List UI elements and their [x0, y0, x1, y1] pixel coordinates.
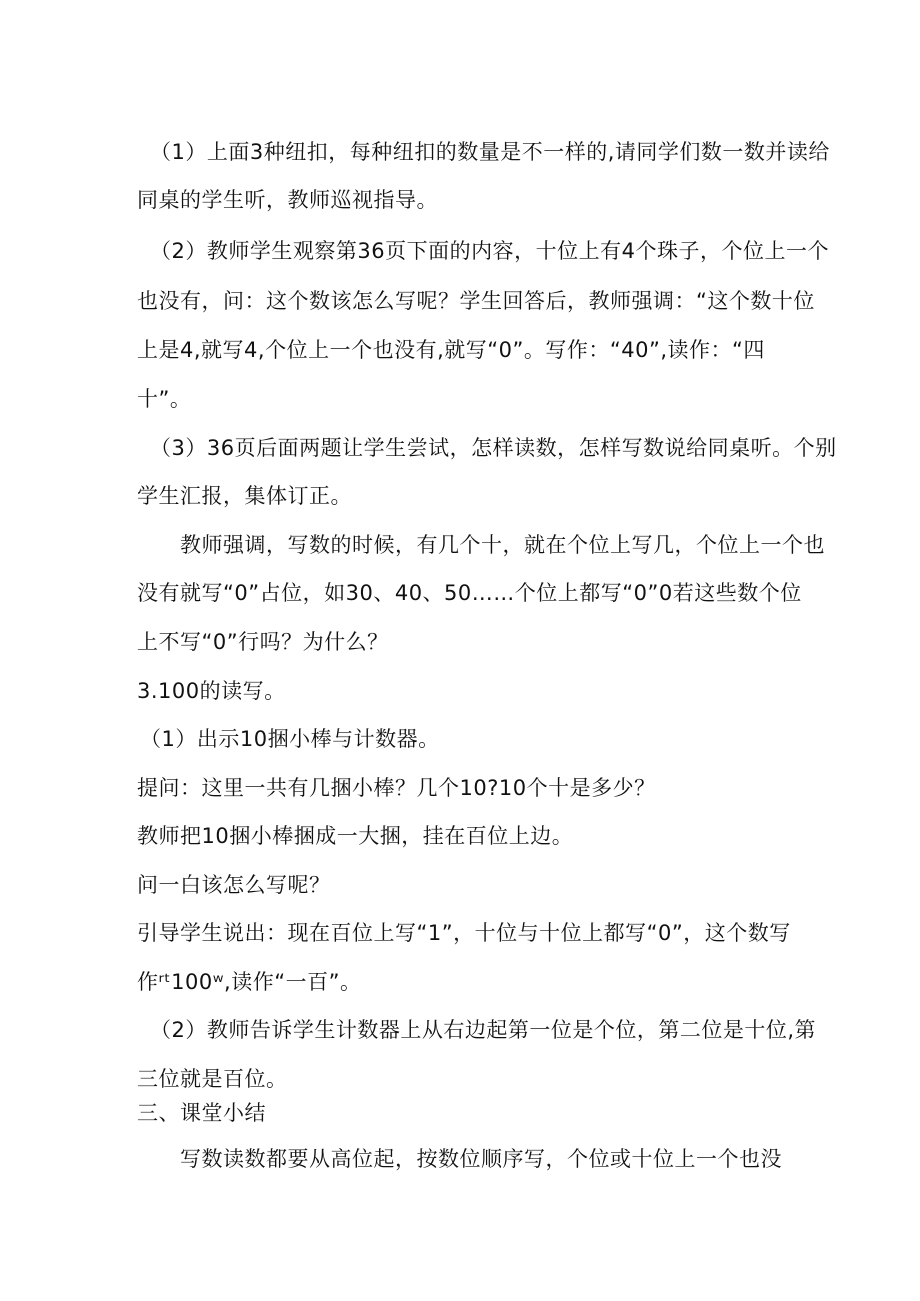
- paragraph-line: （3）36页后面两题让学生尝试，怎样读数，怎样写数说给同桌听。个别: [150, 436, 837, 460]
- paragraph-line: 也没有，问：这个数该怎么写呢？学生回答后，教师强调：“这个数十位: [137, 289, 815, 313]
- paragraph-line: 提问：这里一共有几捆小棒？几个10?10个十是多少？: [137, 776, 656, 800]
- paragraph-line: 引导学生说出：现在百位上写“1”，十位与十位上都写“0”，这个数写: [137, 921, 791, 945]
- paragraph-line: 教师强调，写数的时候，有几个十，就在个位上写几，个位上一个也: [180, 533, 825, 557]
- paragraph-line: 作ʳᵗ100ʷ,读作“一百”。: [137, 970, 362, 994]
- section-heading: 3.100的读写。: [137, 679, 286, 703]
- paragraph-line: （2）教师学生观察第36页下面的内容，十位上有4个珠子，个位上一个: [150, 239, 829, 263]
- paragraph-line: （1）出示10捆小棒与计数器。: [140, 727, 440, 751]
- paragraph-line: 上不写“0”行吗？为什么？: [137, 630, 389, 654]
- paragraph-line: 三位就是百位。: [137, 1067, 288, 1091]
- paragraph-line: 同桌的学生听，教师巡视指导。: [137, 188, 438, 212]
- paragraph-line: 没有就写“0”占位，如30、40、50……个位上都写“0”0若这些数个位: [137, 581, 802, 605]
- paragraph-line: 问一白该怎么写呢？: [137, 873, 331, 897]
- paragraph-line: （2）教师告诉学生计数器上从右边起第一位是个位，第二位是十位,第: [150, 1018, 817, 1042]
- paragraph-line: 学生汇报，集体订正。: [137, 484, 352, 508]
- paragraph-line: 教师把10捆小棒捆成一大捆，挂在百位上边。: [137, 824, 574, 848]
- paragraph-line: 写数读数都要从高位起，按数位顺序写，个位或十位上一个也没: [180, 1147, 782, 1171]
- paragraph-line: （1）上面3种纽扣，每种纽扣的数量是不一样的,请同学们数一数并读给: [150, 140, 830, 164]
- paragraph-line: 十”。: [137, 387, 192, 411]
- paragraph-line: 上是4,就写4,个位上一个也没有,就写“0”。写作：“40”,读作：“四: [137, 338, 765, 362]
- section-heading: 三、课堂小结: [137, 1101, 266, 1125]
